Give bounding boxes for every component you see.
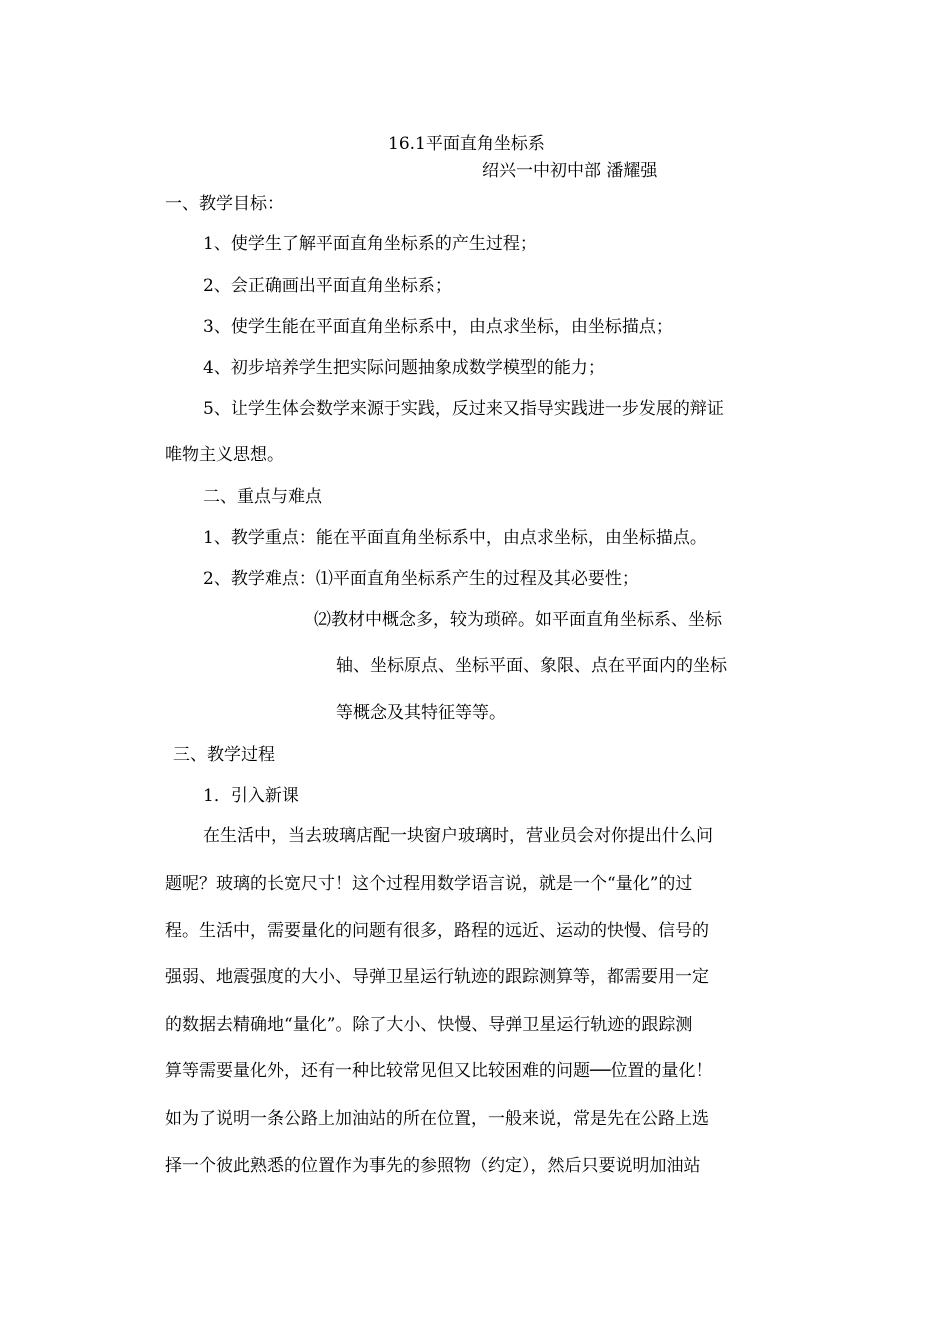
section-heading-key-points: 二、重点与难点 (203, 487, 322, 507)
objective-item: 2、会正确画出平面直角坐标系； (203, 276, 452, 296)
difficulty-detail: 等概念及其特征等等。 (336, 703, 506, 723)
section-heading-process: 三、教学过程 (173, 745, 275, 765)
difficulty-detail: 轴、坐标原点、坐标平面、象限、点在平面内的坐标 (336, 656, 727, 676)
paragraph-line: 强弱、地震强度的大小、导弹卫星运行轨迹的跟踪测算等，都需要用一定 (165, 967, 709, 987)
paragraph-line: 算等需要量化外，还有一种比较常见但又比较困难的问题──位置的量化！ (165, 1061, 713, 1081)
section-heading-objectives: 一、教学目标： (165, 194, 284, 214)
paragraph-line: 题呢？玻璃的长宽尺寸！这个过程用数学语言说，就是一个“量化”的过 (165, 874, 693, 894)
key-point-item: 2、教学难点：⑴平面直角坐标系产生的过程及其必要性； (203, 569, 639, 589)
document-title: 16.1平面直角坐标系 (388, 134, 545, 154)
objective-item: 3、使学生能在平面直角坐标系中，由点求坐标，由坐标描点； (203, 317, 673, 337)
objective-item: 1、使学生了解平面直角坐标系的产生过程； (203, 234, 537, 254)
key-point-item: 1、教学重点：能在平面直角坐标系中，由点求坐标，由坐标描点。 (203, 528, 707, 548)
paragraph-line: 择一个彼此熟悉的位置作为事先的参照物（约定），然后只要说明加油站 (165, 1156, 701, 1176)
paragraph-line: 如为了说明一条公路上加油站的所在位置，一般来说，常是先在公路上选 (165, 1109, 709, 1129)
paragraph-line: 的数据去精确地“量化”。除了大小、快慢、导弹卫星运行轨迹的跟踪测 (165, 1015, 693, 1035)
objective-item: 4、初步培养学生把实际问题抽象成数学模型的能力； (203, 358, 605, 378)
subsection-heading: 1．引入新课 (203, 786, 299, 806)
objective-item: 5、让学生体会数学来源于实践，反过来又指导实践进一步发展的辩证 (203, 399, 724, 419)
document-author: 绍兴一中初中部 潘耀强 (482, 161, 658, 181)
objective-item-continued: 唯物主义思想。 (165, 445, 284, 465)
difficulty-detail: ⑵教材中概念多，较为琐碎。如平面直角坐标系、坐标 (314, 610, 722, 630)
paragraph-line: 程。生活中，需要量化的问题有很多，路程的远近、运动的快慢、信号的 (165, 921, 709, 941)
paragraph-line: 在生活中，当去玻璃店配一块窗户玻璃时，营业员会对你提出什么问 (203, 826, 713, 846)
